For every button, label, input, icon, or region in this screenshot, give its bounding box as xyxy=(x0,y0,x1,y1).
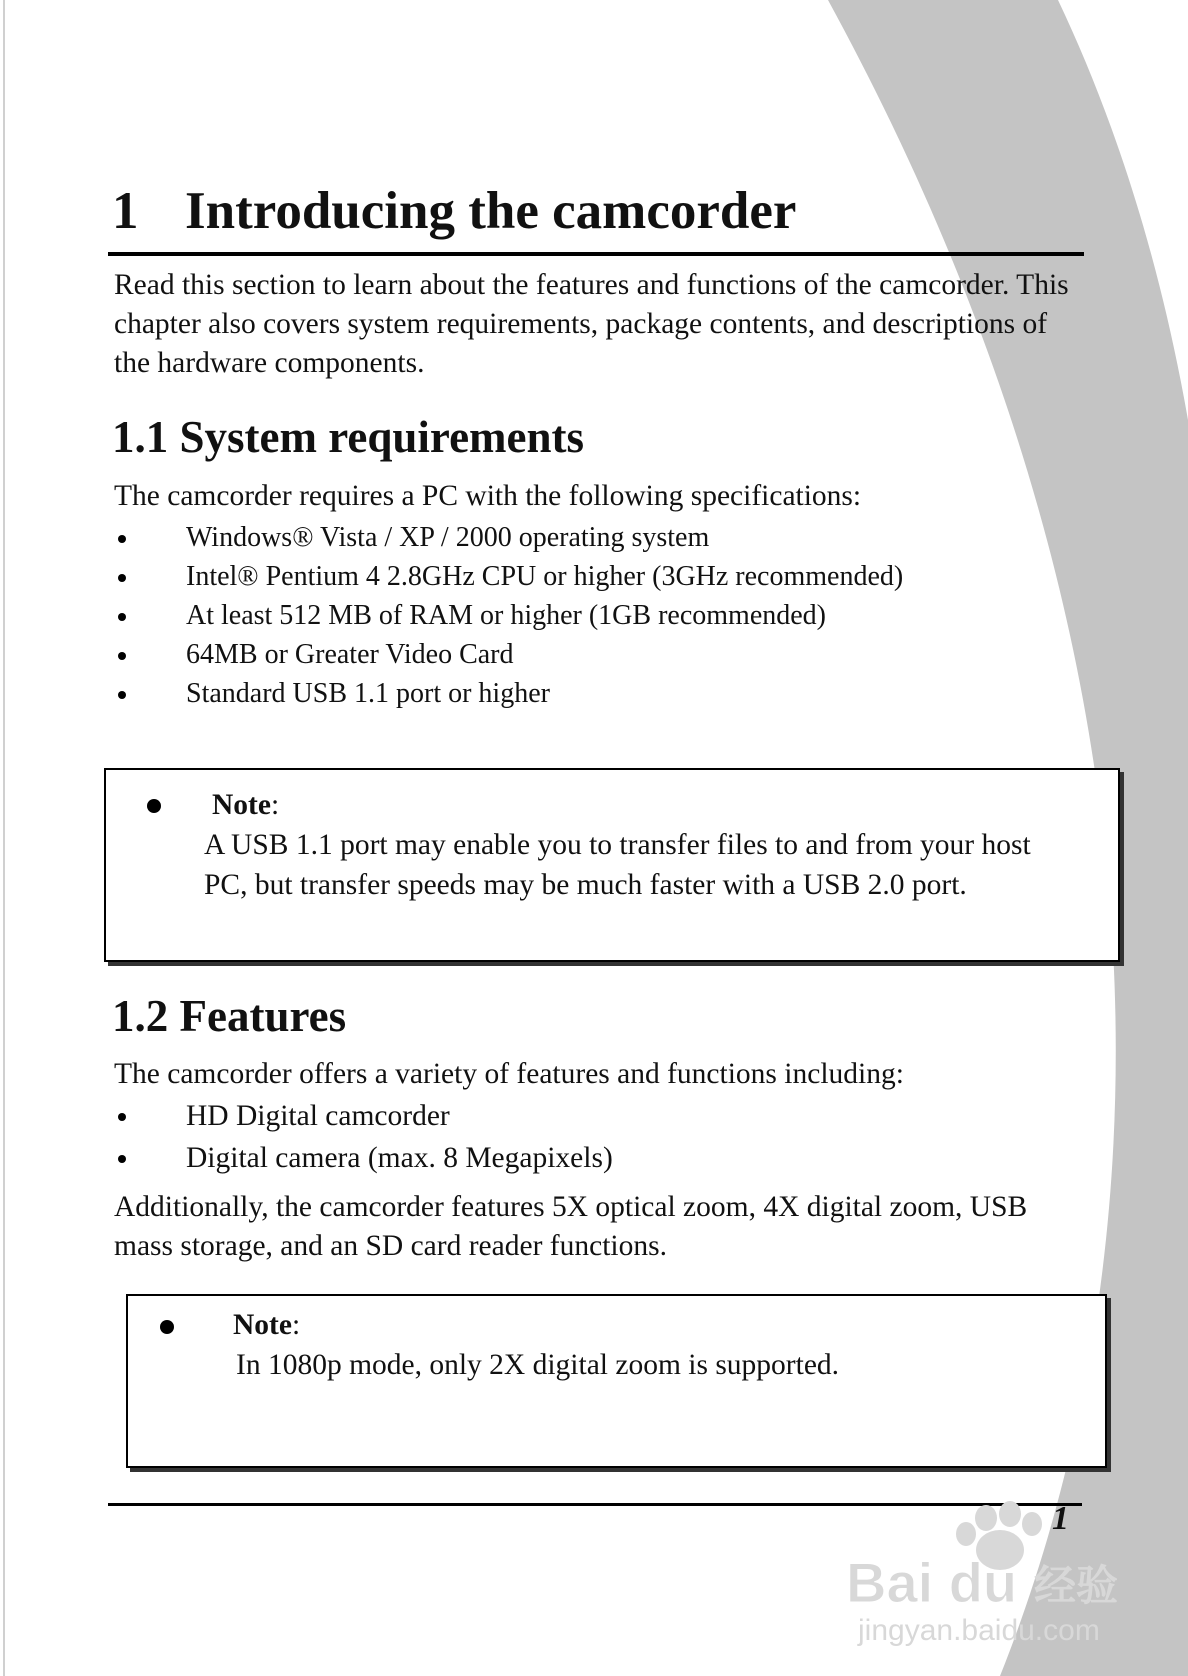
system-requirements-list xyxy=(112,518,903,713)
note-text: A USB 1.1 port may enable you to transfer files to and from your host PC, but transfer speeds may be much faster with a USB 2.0 port. xyxy=(204,829,1031,901)
chapter-intro: Read this section to learn about the features and functions of the camcorder. This chapter also covers system requirements, package contents, and descriptions of the hardware components. xyxy=(114,269,1069,379)
system-requirements-intro: The camcorder requires a PC with the following specifications: xyxy=(114,480,862,512)
watermark-url: jingyan.baidu.com xyxy=(858,1614,1100,1647)
list-item xyxy=(112,674,903,713)
watermark-brand: Bai du xyxy=(846,1551,1018,1614)
list-item xyxy=(112,557,903,596)
bullet-icon xyxy=(118,535,126,543)
note-box-usb xyxy=(104,768,1120,962)
bullet-icon xyxy=(118,652,126,660)
bullet-icon xyxy=(118,1113,126,1121)
note-text: In 1080p mode, only 2X digital zoom is supported. xyxy=(236,1349,840,1381)
section-heading-features: 1.2 Features xyxy=(112,991,347,1041)
bullet-icon xyxy=(118,613,126,621)
list-item-text: Digital camera (max. 8 Megapixels) xyxy=(186,1142,613,1174)
note-box-zoom xyxy=(126,1294,1107,1468)
list-item xyxy=(112,518,903,557)
note-bullet-icon xyxy=(160,1320,174,1334)
list-item-text: Windows® Vista / XP / 2000 operating system xyxy=(186,522,710,553)
list-item-text: Standard USB 1.1 port or higher xyxy=(186,678,550,709)
watermark-cjk: 经验 xyxy=(1034,1561,1119,1610)
chapter-title xyxy=(112,182,796,240)
list-item xyxy=(112,1095,613,1137)
bullet-icon xyxy=(118,691,126,699)
list-item-text: Intel® Pentium 4 2.8GHz CPU or higher (3GHz recommended) xyxy=(186,561,904,592)
note-bullet-icon xyxy=(147,799,161,813)
list-item xyxy=(112,596,903,635)
chapter-title-text: Introducing the camcorder xyxy=(185,182,797,240)
list-item xyxy=(112,1137,613,1179)
note-label: Note: xyxy=(212,789,280,821)
note-label: Note: xyxy=(233,1309,301,1341)
list-item xyxy=(112,635,903,674)
features-intro: The camcorder offers a variety of features and functions including: xyxy=(114,1058,904,1090)
list-item-text: 64MB or Greater Video Card xyxy=(186,639,514,670)
features-additional: Additionally, the camcorder features 5X optical zoom, 4X digital zoom, USB mass storage, and an SD card reader functions. xyxy=(114,1191,1028,1262)
bullet-icon xyxy=(118,574,126,582)
section-heading-system-requirements: 1.1 System requirements xyxy=(112,412,585,462)
chapter-number: 1 xyxy=(112,182,139,240)
chapter-title-rule xyxy=(108,252,1084,256)
baidu-watermark xyxy=(838,1500,1128,1650)
page-number: 1 xyxy=(1052,1500,1069,1537)
list-item-text: HD Digital camcorder xyxy=(186,1100,450,1132)
features-list xyxy=(112,1095,613,1179)
bullet-icon xyxy=(118,1155,126,1163)
list-item-text: At least 512 MB of RAM or higher (1GB recommended) xyxy=(186,600,826,631)
